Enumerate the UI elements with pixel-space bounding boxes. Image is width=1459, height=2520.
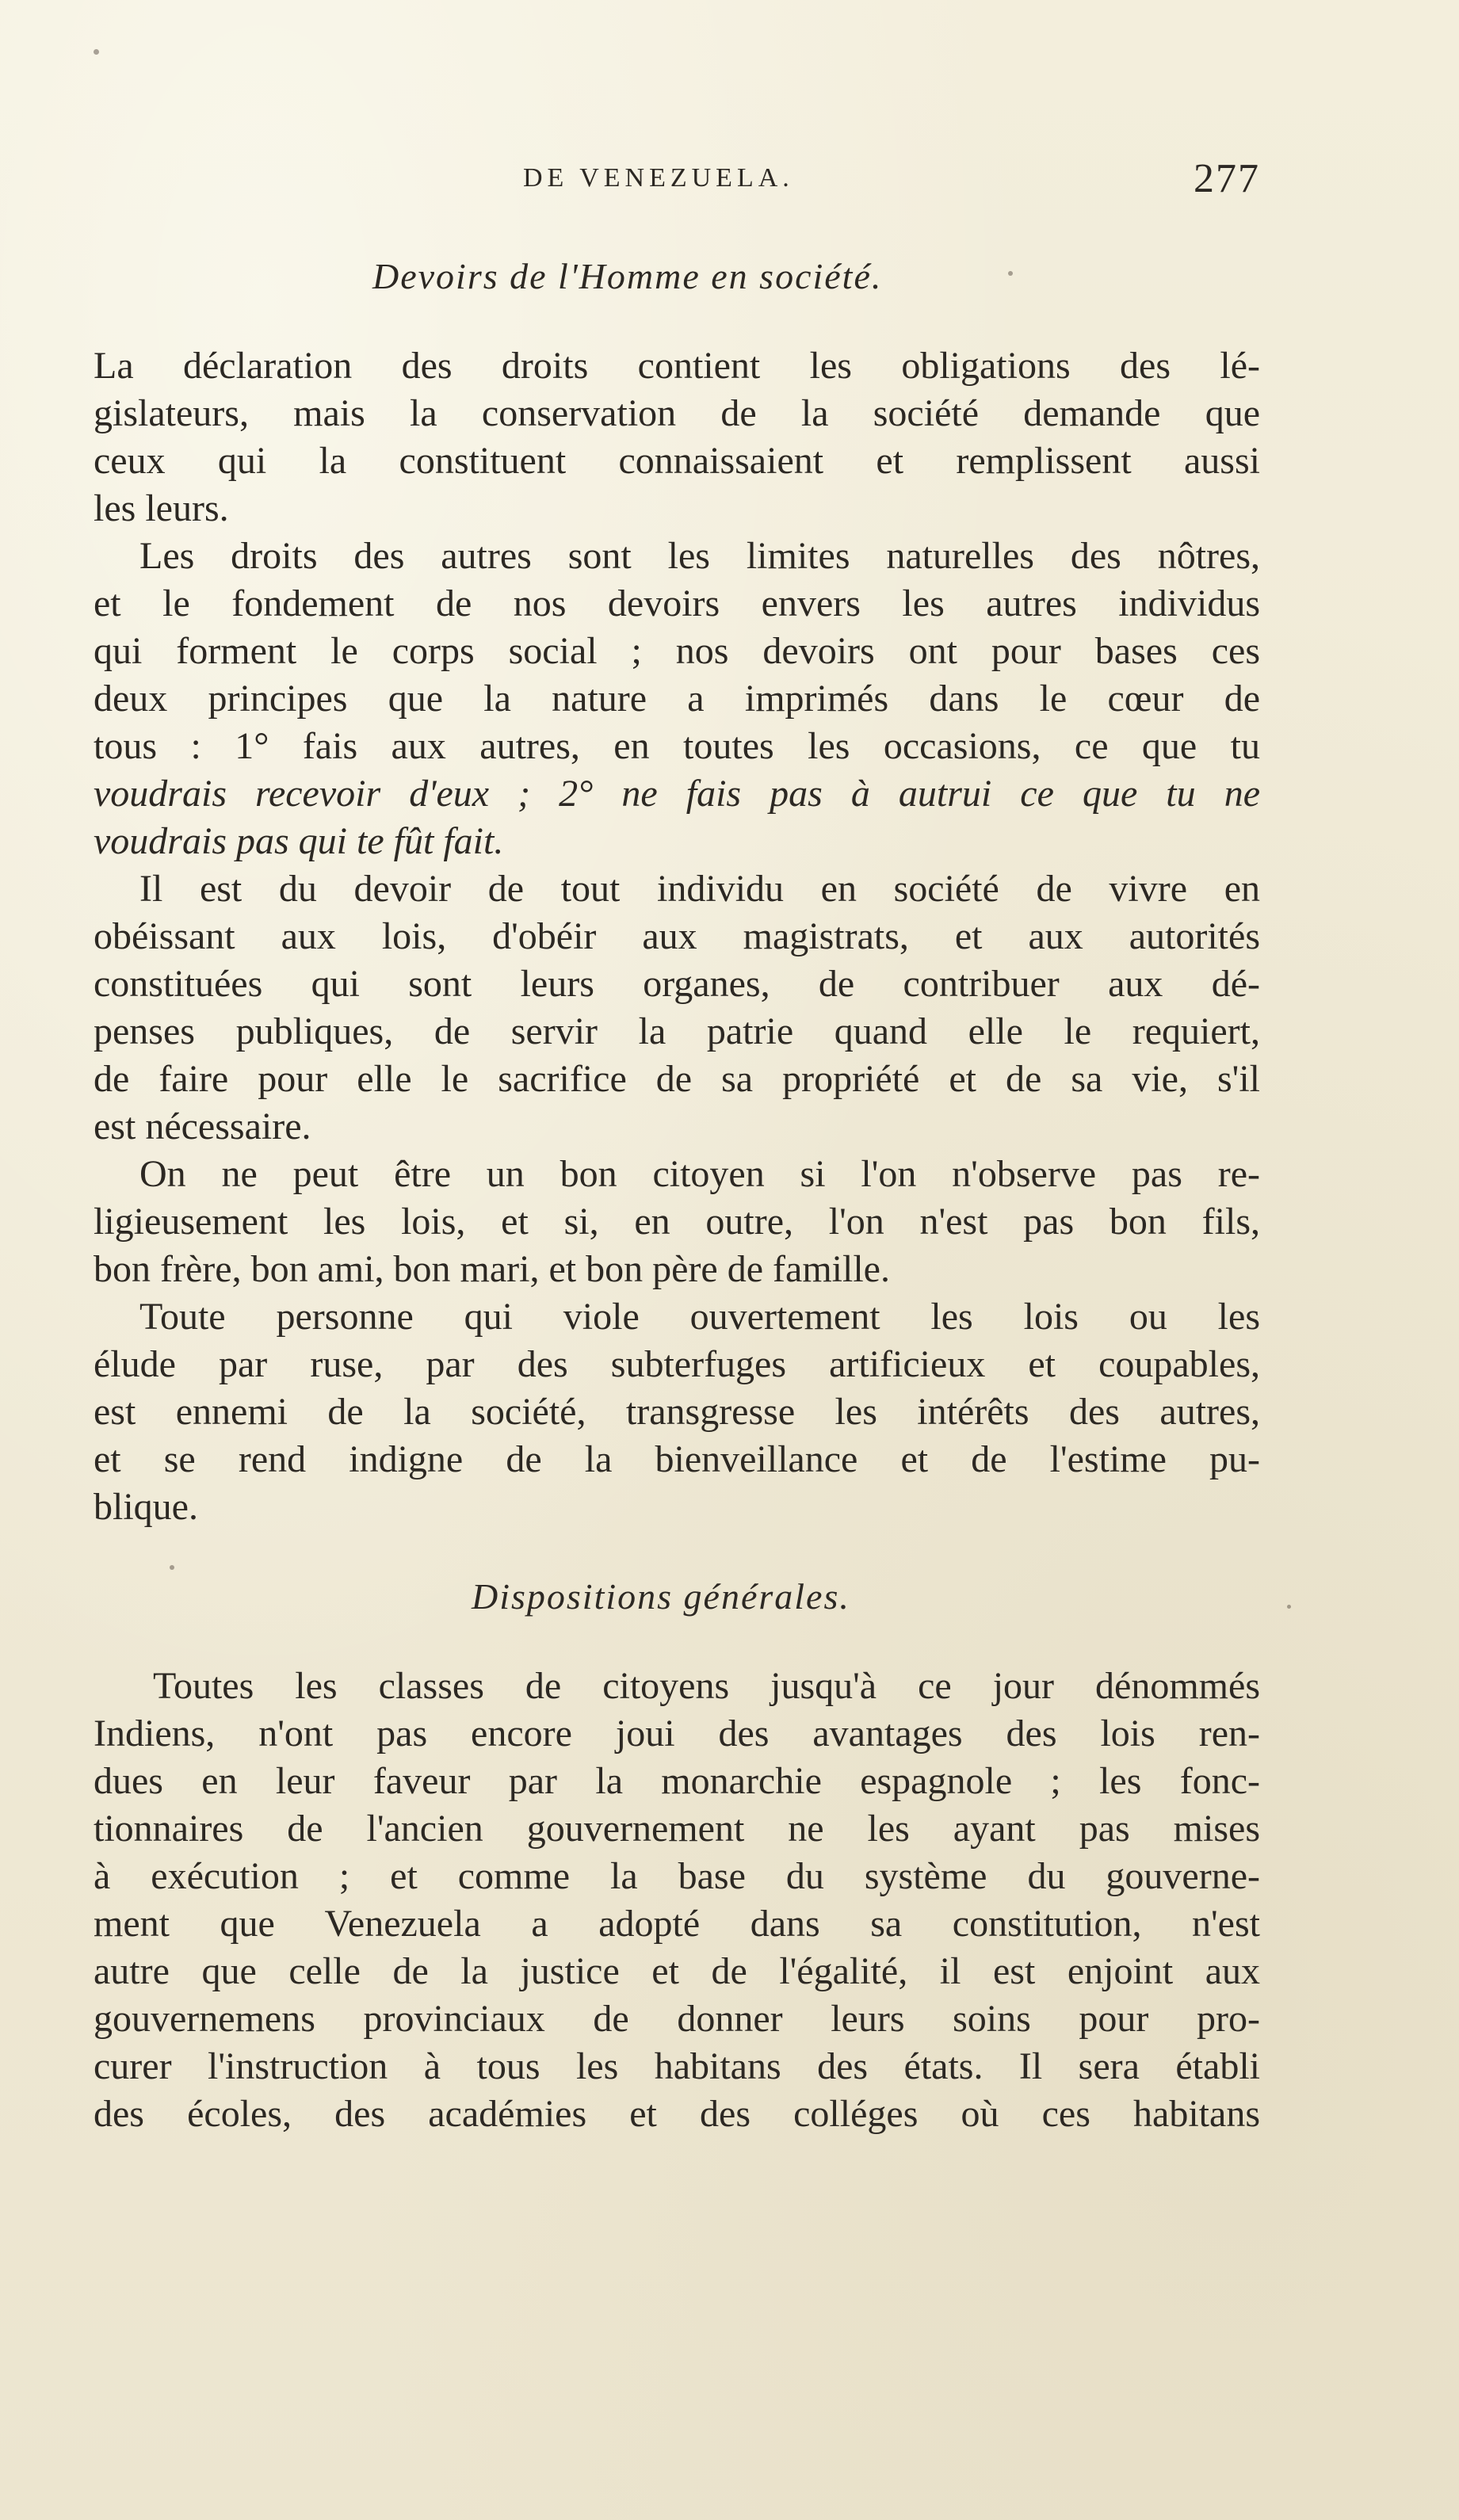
- paper-speck: [1287, 1605, 1291, 1609]
- text-line: élude par ruse, par des subterfuges artificieux et coupables,: [94, 1343, 1260, 1385]
- text-line: tous : 1° fais aux autres, en toutes les occasions, ce que tu: [94, 725, 1260, 767]
- text-line: constituées qui sont leurs organes, de contribuer aux dé-: [94, 963, 1260, 1005]
- text-line: les leurs.: [94, 487, 229, 529]
- text-line: des écoles, des académies et des colléges où ces habitans: [94, 2093, 1260, 2135]
- text-line: Toutes les classes de citoyens jusqu'à ce jour dénommés: [153, 1665, 1260, 1707]
- text-line: qui forment le corps social ; nos devoirs ont pour bases ces: [94, 630, 1260, 672]
- text-line: voudrais recevoir d'eux ; 2° ne fais pas à autrui ce que tu ne: [94, 773, 1260, 815]
- text-line: ment que Venezuela a adopté dans sa constitution, n'est: [94, 1903, 1260, 1945]
- text-line: La déclaration des droits contient les obligations des lé-: [94, 345, 1260, 387]
- text-line: Toute personne qui viole ouvertement les lois ou les: [139, 1296, 1260, 1338]
- text-line: On ne peut être un bon citoyen si l'on n'observe pas re-: [139, 1153, 1260, 1195]
- text-line: ceux qui la constituent connaissaient et remplissent aussi: [94, 440, 1260, 482]
- section-heading-dispositions: Dispositions générales.: [472, 1576, 850, 1617]
- text-line: est nécessaire.: [94, 1105, 311, 1147]
- text-line: dues en leur faveur par la monarchie espagnole ; les fonc-: [94, 1760, 1260, 1802]
- text-line: Les droits des autres sont les limites naturelles des nôtres,: [139, 535, 1260, 577]
- text-line: penses publiques, de servir la patrie quand elle le requiert,: [94, 1010, 1260, 1052]
- paper-speck: [94, 49, 99, 55]
- text-line: bon frère, bon ami, bon mari, et bon père de famille.: [94, 1248, 890, 1290]
- text-line: Indiens, n'ont pas encore joui des avantages des lois ren-: [94, 1712, 1260, 1754]
- text-line: à exécution ; et comme la base du système du gouverne-: [94, 1855, 1260, 1897]
- text-line: ligieusement les lois, et si, en outre, l'on n'est pas bon fils,: [94, 1201, 1260, 1243]
- text-line: gislateurs, mais la conservation de la société demande que: [94, 392, 1260, 434]
- text-line: autre que celle de la justice et de l'égalité, il est enjoint aux: [94, 1950, 1260, 1992]
- text-line: et se rend indigne de la bienveillance et de l'estime pu-: [94, 1438, 1260, 1480]
- text-line: Il est du devoir de tout individu en société de vivre en: [139, 868, 1260, 910]
- text-line: est ennemi de la société, transgresse les intérêts des autres,: [94, 1391, 1260, 1433]
- running-title: DE VENEZUELA.: [523, 163, 794, 193]
- paper-speck: [170, 1565, 174, 1570]
- paper-speck: [1008, 271, 1013, 276]
- text-line: tionnaires de l'ancien gouvernement ne les ayant pas mises: [94, 1808, 1260, 1850]
- text-line: gouvernemens provinciaux de donner leurs soins pour pro-: [94, 1998, 1260, 2040]
- text-line: deux principes que la nature a imprimés dans le cœur de: [94, 678, 1260, 720]
- text-line: obéissant aux lois, d'obéir aux magistrats, et aux autorités: [94, 915, 1260, 957]
- text-line: curer l'instruction à tous les habitans des états. Il sera établi: [94, 2045, 1260, 2087]
- section-body-devoirs: [94, 342, 1260, 1531]
- running-head: [507, 158, 1268, 206]
- page-number: 277: [1194, 156, 1260, 201]
- text-line: de faire pour elle le sacrifice de sa propriété et de sa vie, s'il: [94, 1058, 1260, 1100]
- text-line: voudrais pas qui te fût fait.: [94, 820, 504, 862]
- text-line: blique.: [94, 1486, 198, 1528]
- section-body-dispositions: [94, 1663, 1260, 2138]
- section-heading-devoirs: Devoirs de l'Homme en société.: [372, 256, 883, 296]
- text-line: et le fondement de nos devoirs envers les autres individus: [94, 582, 1260, 624]
